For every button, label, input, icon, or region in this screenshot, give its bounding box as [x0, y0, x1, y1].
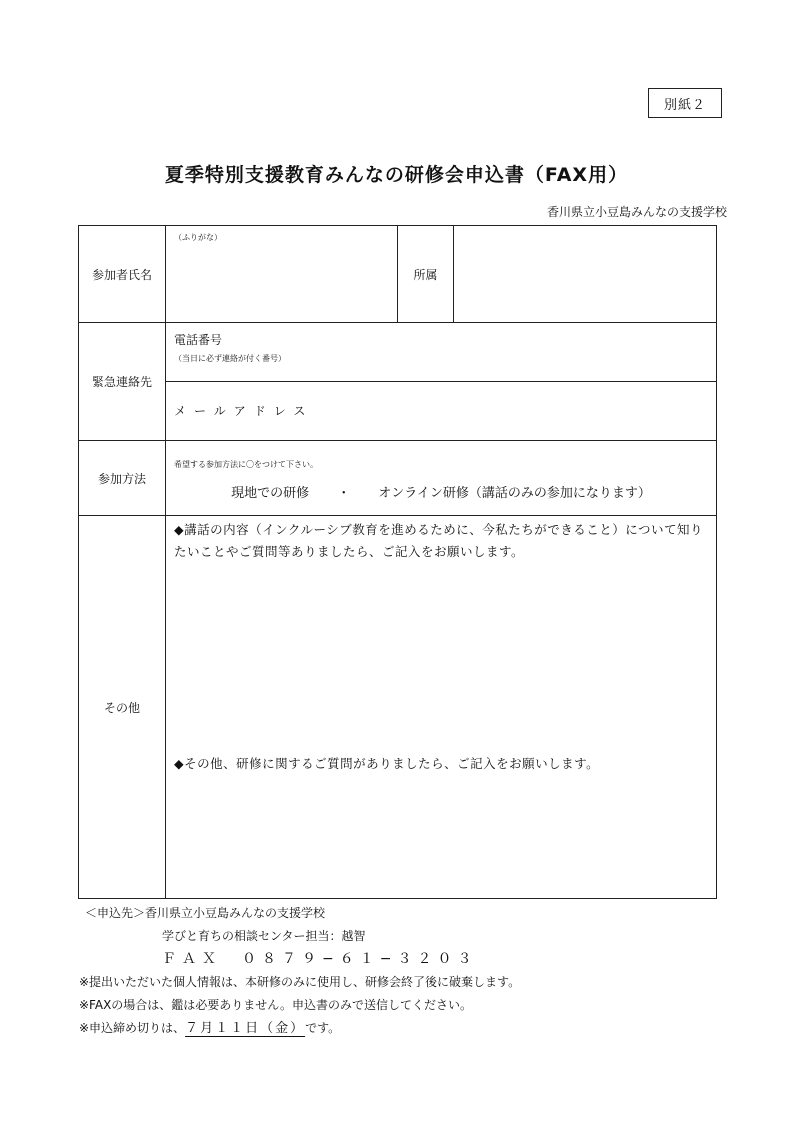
- method-option-online[interactable]: オンライン研修（講話のみの参加になります）: [378, 486, 651, 501]
- method-instruction: 希望する参加方法に〇をつけて下さい。: [174, 460, 318, 469]
- phone-field[interactable]: [166, 323, 717, 382]
- phone-hint: （当日に必ず連絡が付く番号）: [174, 354, 286, 363]
- fax-note: ※FAXの場合は、鑑は必要ありません。申込書のみで送信してください。: [79, 998, 473, 1012]
- application-form: [78, 225, 717, 899]
- participant-name-field[interactable]: [166, 226, 398, 323]
- row-email: [79, 382, 717, 441]
- method-option-onsite[interactable]: 現地での研修: [231, 486, 310, 501]
- row-other: [79, 516, 717, 899]
- participation-method-field[interactable]: [166, 441, 717, 516]
- row-participant-name: [79, 226, 717, 323]
- emergency-contact-label: 緊急連絡先: [79, 323, 166, 441]
- contact-person: 学びと育ちの相談センター担当：越智: [162, 929, 366, 943]
- other-field[interactable]: [166, 516, 717, 899]
- method-separator: ・: [337, 486, 351, 501]
- organizer-name: 香川県立小豆島みんなの支援学校: [546, 205, 727, 219]
- email-field[interactable]: [166, 382, 717, 441]
- participation-method-label: 参加方法: [79, 441, 166, 516]
- phone-label: 電話番号: [174, 333, 223, 347]
- deadline-suffix: です。: [305, 1021, 341, 1035]
- participant-name-label: 参加者氏名: [79, 226, 166, 323]
- privacy-note: ※提出いただいた個人情報は、本研修のみに使用し、研修会終了後に破棄します。: [79, 975, 521, 989]
- page-title: 夏季特別支援教育みんなの研修会申込書（FAX用）: [164, 164, 629, 186]
- affiliation-label: 所属: [398, 226, 454, 323]
- other-label: その他: [79, 516, 166, 899]
- row-emergency-phone: [79, 323, 717, 382]
- footer-info: [79, 902, 521, 1040]
- other-prompt-questions: ◆その他、研修に関するご質問がありましたら、ご記入をお願いします。: [174, 756, 600, 771]
- attachment-label: 別紙２: [648, 88, 722, 118]
- deadline-note: [79, 1017, 520, 1040]
- row-participation-method: [79, 441, 717, 516]
- affiliation-field[interactable]: [454, 226, 717, 323]
- deadline-date: ７月１１日（金）: [185, 1021, 306, 1036]
- furigana-hint: （ふりがな）: [174, 233, 222, 242]
- application-destination: ＜申込先＞香川県立小豆島みんなの支援学校: [85, 906, 326, 920]
- deadline-prefix: ※申込締め切りは、: [79, 1021, 186, 1035]
- email-label: メールアドレス: [174, 404, 314, 418]
- other-prompt-lecture: ◆講話の内容（インクルーシブ教育を進めるために、今私たちができること）について知りたいことやご質問等ありましたら、ご記入をお願いします。: [174, 522, 703, 559]
- fax-number: ＦＡＸ ０８７９−６１−３２０３: [162, 951, 478, 967]
